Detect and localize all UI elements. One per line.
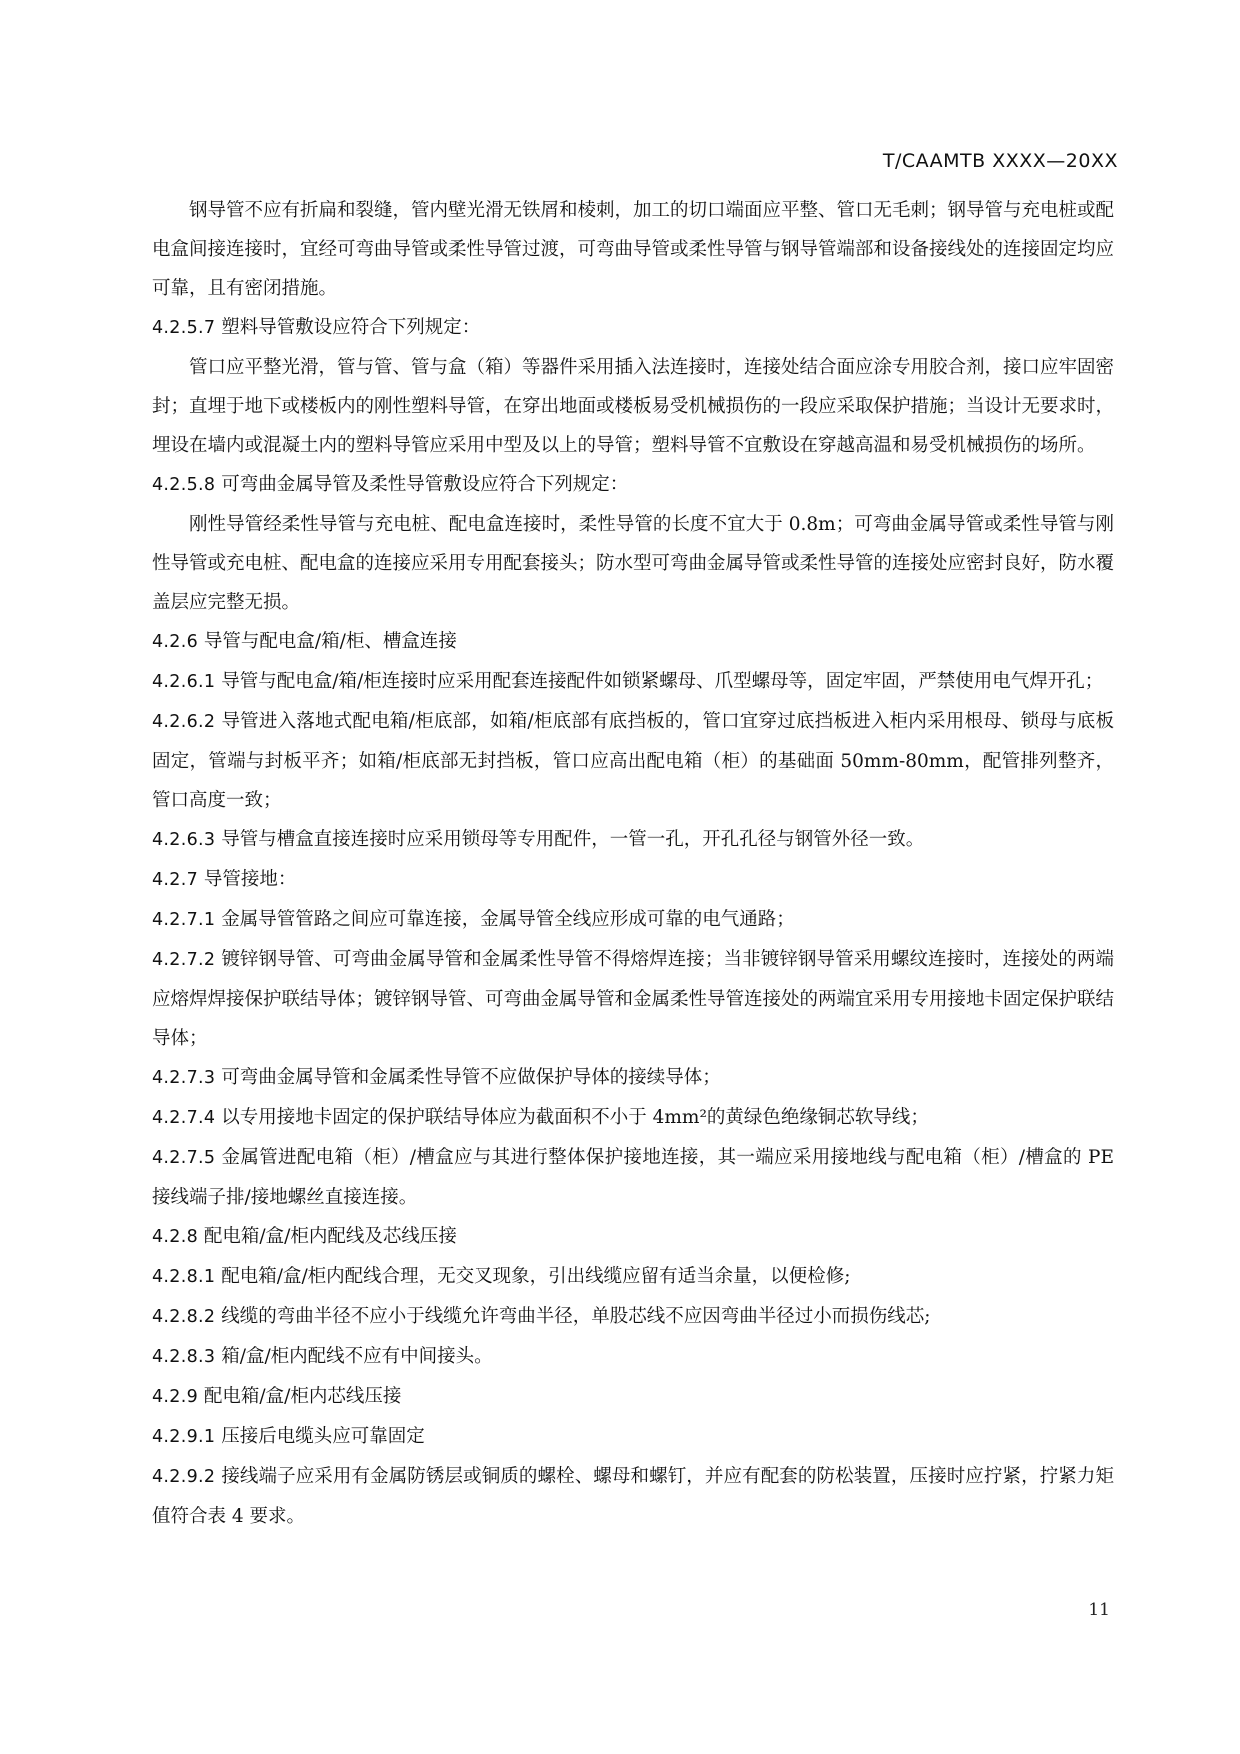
clause-paragraph xyxy=(152,1058,1114,1098)
body-text xyxy=(152,191,1114,1536)
clause-number: 4.2.6.1 xyxy=(152,672,216,692)
clause-paragraph xyxy=(152,860,1114,900)
paragraph-text: 金属导管管路之间应可靠连接，金属导管全线应形成可靠的电气通路； xyxy=(221,909,795,930)
clause-number: 4.2.7 xyxy=(152,870,199,890)
paragraph-text: 以专用接地卡固定的保护联结导体应为截面积不小于 4mm²的黄绿色绝缘铜芯软导线； xyxy=(221,1107,929,1128)
clause-paragraph xyxy=(152,1098,1114,1138)
clause-number: 4.2.6.3 xyxy=(152,830,216,850)
clause-paragraph xyxy=(152,820,1114,860)
clause-paragraph xyxy=(152,662,1114,702)
paragraph-text: 导管接地： xyxy=(203,869,297,890)
body-paragraph xyxy=(152,348,1114,465)
clause-paragraph xyxy=(152,940,1114,1058)
paragraph-text: 箱/盒/柜内配线不应有中间接头。 xyxy=(221,1346,493,1367)
paragraph-text: 钢导管不应有折扁和裂缝，管内壁光滑无铁屑和棱刺，加工的切口端面应平整、管口无毛刺；钢导管与充电桩或配电盒间接连接时，宜经可弯曲导管或柔性导管过渡，可弯曲导管或柔性导管与钢导管端部和设备接线处的连接固定均应可靠，且有密闭措施。 xyxy=(152,200,1115,299)
clause-paragraph xyxy=(152,1337,1114,1377)
paragraph-text: 管口应平整光滑，管与管、管与盒（箱）等器件采用插入法连接时，连接处结合面应涂专用胶合剂，接口应牢固密封；直埋于地下或楼板内的刚性塑料导管，在穿出地面或楼板易受机械损伤的一段应采取保护措施；当设计无要求时，埋设在墙内或混凝土内的塑料导管应采用中型及以上的导管；塑料导管不宜敷设在穿越高温和易受机械损伤的场所。 xyxy=(152,357,1115,456)
clause-paragraph xyxy=(152,900,1114,940)
paragraph-text: 刚性导管经柔性导管与充电桩、配电盒连接时，柔性导管的长度不宜大于 0.8m；可弯曲金属导管或柔性导管与刚性导管或充电桩、配电盒的连接应采用专用配套接头；防水型可弯曲金属导管或柔性导管的连接处应密封良好，防水覆盖层应完整无损。 xyxy=(152,514,1115,613)
document-code: T/CAAMTB XXXX—20XX xyxy=(882,150,1118,172)
clause-paragraph xyxy=(152,1257,1114,1297)
body-paragraph xyxy=(152,191,1114,308)
clause-paragraph xyxy=(152,702,1114,820)
clause-number: 4.2.8.2 xyxy=(152,1307,216,1327)
clause-number: 4.2.5.7 xyxy=(152,318,216,338)
clause-paragraph xyxy=(152,465,1114,505)
clause-paragraph xyxy=(152,1417,1114,1457)
clause-paragraph xyxy=(152,1217,1114,1257)
body-paragraph xyxy=(152,505,1114,622)
clause-number: 4.2.7.2 xyxy=(152,950,216,970)
clause-paragraph xyxy=(152,1457,1114,1536)
clause-paragraph xyxy=(152,308,1114,348)
paragraph-text: 接线端子应采用有金属防锈层或铜质的螺栓、螺母和螺钉，并应有配套的防松装置，压接时应拧紧，拧紧力矩值符合表 4 要求。 xyxy=(152,1466,1114,1527)
paragraph-text: 导管与配电盒/箱/柜连接时应采用配套连接配件如锁紧螺母、爪型螺母等，固定牢固，严禁使用电气焊开孔； xyxy=(221,671,1104,692)
page-number: 11 xyxy=(1088,1600,1110,1620)
clause-number: 4.2.7.3 xyxy=(152,1068,216,1088)
paragraph-text: 压接后电缆头应可靠固定 xyxy=(221,1426,425,1447)
clause-number: 4.2.8.3 xyxy=(152,1347,216,1367)
clause-number: 4.2.9.2 xyxy=(152,1467,216,1487)
clause-paragraph xyxy=(152,622,1114,662)
paragraph-text: 配电箱/盒/柜内芯线压接 xyxy=(203,1386,402,1407)
paragraph-text: 导管进入落地式配电箱/柜底部，如箱/柜底部有底挡板的，管口宜穿过底挡板进入柜内采用根母、锁母与底板固定，管端与封板平齐；如箱/柜底部无封挡板，管口应高出配电箱（柜）的基础面 50mm-80mm，配管排列整齐，管口高度一致； xyxy=(152,711,1114,811)
paragraph-text: 可弯曲金属导管及柔性导管敷设应符合下列规定： xyxy=(221,474,629,495)
clause-number: 4.2.6.2 xyxy=(152,712,216,732)
clause-number: 4.2.6 xyxy=(152,632,199,652)
paragraph-text: 可弯曲金属导管和金属柔性导管不应做保护导体的接续导体； xyxy=(221,1067,721,1088)
paragraph-text: 金属管进配电箱（柜）/槽盒应与其进行整体保护接地连接，其一端应采用接地线与配电箱（柜）/槽盒的 PE 接线端子排/接地螺丝直接连接。 xyxy=(152,1147,1114,1208)
paragraph-text: 导管与配电盒/箱/柜、槽盒连接 xyxy=(203,631,457,652)
clause-number: 4.2.5.8 xyxy=(152,475,216,495)
paragraph-text: 塑料导管敷设应符合下列规定： xyxy=(221,317,481,338)
clause-number: 4.2.8 xyxy=(152,1227,199,1247)
clause-paragraph xyxy=(152,1297,1114,1337)
clause-paragraph xyxy=(152,1138,1114,1217)
clause-paragraph xyxy=(152,1377,1114,1417)
paragraph-text: 配电箱/盒/柜内配线合理，无交叉现象，引出线缆应留有适当余量，以便检修; xyxy=(221,1266,851,1287)
paragraph-text: 线缆的弯曲半径不应小于线缆允许弯曲半径，单股芯线不应因弯曲半径过小而损伤线芯; xyxy=(221,1306,931,1327)
clause-number: 4.2.8.1 xyxy=(152,1267,216,1287)
paragraph-text: 导管与槽盒直接连接时应采用锁母等专用配件，一管一孔，开孔孔径与钢管外径一致。 xyxy=(221,829,925,850)
clause-number: 4.2.7.4 xyxy=(152,1108,216,1128)
clause-number: 4.2.9.1 xyxy=(152,1427,216,1447)
clause-number: 4.2.7.1 xyxy=(152,910,216,930)
paragraph-text: 镀锌钢导管、可弯曲金属导管和金属柔性导管不得熔焊连接；当非镀锌钢导管采用螺纹连接时，连接处的两端应熔焊焊接保护联结导体；镀锌钢导管、可弯曲金属导管和金属柔性导管连接处的两端宜采用专用接地卡固定保护联结导体； xyxy=(152,949,1115,1049)
paragraph-text: 配电箱/盒/柜内配线及芯线压接 xyxy=(203,1226,457,1247)
clause-number: 4.2.9 xyxy=(152,1387,199,1407)
clause-number: 4.2.7.5 xyxy=(152,1148,216,1168)
